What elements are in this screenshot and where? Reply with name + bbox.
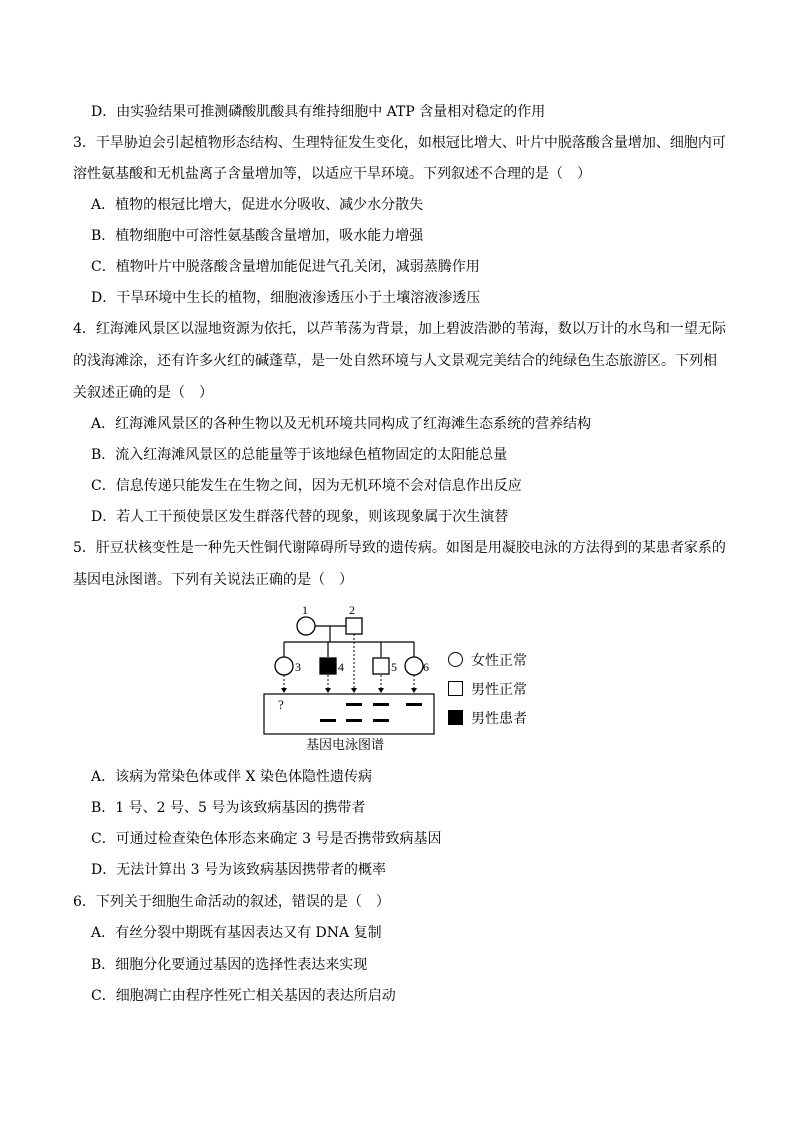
filled-square-icon	[448, 710, 463, 725]
band-2-lower	[346, 719, 362, 722]
member-3-label: 3	[295, 660, 301, 674]
q5-option-c: C．可通过检查染色体形态来确定 3 号是否携带致病基因	[91, 831, 442, 847]
q2-option-d: D．由实验结果可推测磷酸肌酸具有维持细胞中 ATP 含量相对稳定的作用	[91, 104, 546, 120]
q6-stem-line-1: 6．下列关于细胞生命活动的叙述，错误的是（ ）	[73, 894, 390, 910]
circle-icon	[448, 652, 463, 667]
member-2-male-normal	[346, 618, 362, 634]
legend-label: 女性正常	[471, 653, 527, 669]
member-5-male-normal	[373, 658, 389, 674]
unknown-band-mark: ?	[278, 697, 284, 712]
q6-option-c: C．细胞凋亡由程序性死亡相关基因的表达所启动	[91, 988, 396, 1004]
member-6-label: 6	[423, 660, 429, 674]
q5-stem-line-2: 基因电泳图谱。下列有关说法正确的是（ ）	[73, 572, 353, 588]
q3-stem-line-2: 溶性氨基酸和无机盐离子含量增加等，以适应干旱环境。下列叙述不合理的是（ ）	[73, 166, 591, 182]
band-2-upper	[346, 703, 362, 706]
q6-option-a: A．有丝分裂中期既有基因表达又有 DNA 复制	[91, 925, 382, 941]
q4-stem-line-2: 的浅海滩涂，还有许多火红的碱蓬草，是一处自然环境与人文景观完美结合的纯绿色生态旅游区。下列相	[73, 353, 717, 369]
q4-stem-line-3: 关叙述正确的是（ ）	[73, 385, 213, 401]
member-1-label: 1	[302, 603, 308, 617]
legend-male-normal	[448, 681, 527, 699]
figure-caption: 基因电泳图谱	[306, 738, 385, 752]
q3-option-c: C．植物叶片中脱落酸含量增加能促进气孔关闭，减弱蒸腾作用	[91, 259, 480, 275]
band-4-lower	[320, 719, 336, 722]
gene-electrophoresis-figure	[258, 602, 538, 752]
q5-option-b: B．1 号、2 号、5 号为该致病基因的携带者	[91, 800, 366, 816]
q4-stem-line-1: 4．红海滩风景区以湿地资源为依托，以芦苇荡为背景，加上碧波浩渺的苇海，数以万计的水鸟和一望无际	[73, 321, 726, 337]
legend-female-normal	[448, 652, 527, 670]
q4-option-d: D．若人工干预使景区发生群落代替的现象，则该现象属于次生演替	[91, 509, 509, 525]
member-2-label: 2	[349, 603, 355, 617]
band-6-upper	[406, 703, 422, 706]
band-5-lower	[373, 719, 389, 722]
member-4-male-affected	[320, 658, 336, 674]
q4-option-a: A．红海滩风景区的各种生物以及无机环境共同构成了红海滩生态系统的营养结构	[91, 416, 592, 432]
q5-option-a: A．该病为常染色体或伴 X 染色体隐性遗传病	[91, 769, 372, 785]
q4-option-c: C．信息传递只能发生在生物之间，因为无机环境不会对信息作出反应	[91, 478, 522, 494]
q3-option-d: D．干旱环境中生长的植物，细胞液渗透压小于土壤溶液渗透压	[91, 290, 481, 306]
q4-option-b: B．流入红海滩风景区的总能量等于该地绿色植物固定的太阳能总量	[91, 447, 508, 463]
q5-option-d: D．无法计算出 3 号为该致病基因携带者的概率	[91, 862, 387, 878]
member-1-female-normal	[297, 617, 315, 635]
member-3-female-normal	[275, 657, 293, 675]
legend-male-affected	[448, 710, 527, 728]
legend-label: 男性患者	[471, 711, 527, 727]
q3-option-b: B．植物细胞中可溶性氨基酸含量增加，吸水能力增强	[91, 228, 424, 244]
band-5-upper	[373, 703, 389, 706]
legend-label: 男性正常	[471, 682, 527, 698]
member-5-label: 5	[391, 660, 397, 674]
q3-stem-line-1: 3．干旱胁迫会引起植物形态结构、生理特征发生变化，如根冠比增大、叶片中脱落酸含量增加、细胞内可	[73, 135, 726, 151]
q5-stem-line-1: 5．肝豆状核变性是一种先天性铜代谢障碍所导致的遗传病。如图是用凝胶电泳的方法得到的某患者家系的	[73, 540, 726, 556]
square-icon	[448, 681, 463, 696]
gel-box	[264, 694, 434, 734]
q3-option-a: A．植物的根冠比增大，促进水分吸收、减少水分散失	[91, 197, 424, 213]
member-4-label: 4	[338, 660, 344, 674]
q6-option-b: B．细胞分化要通过基因的选择性表达来实现	[91, 957, 368, 973]
member-6-female-normal	[405, 657, 423, 675]
